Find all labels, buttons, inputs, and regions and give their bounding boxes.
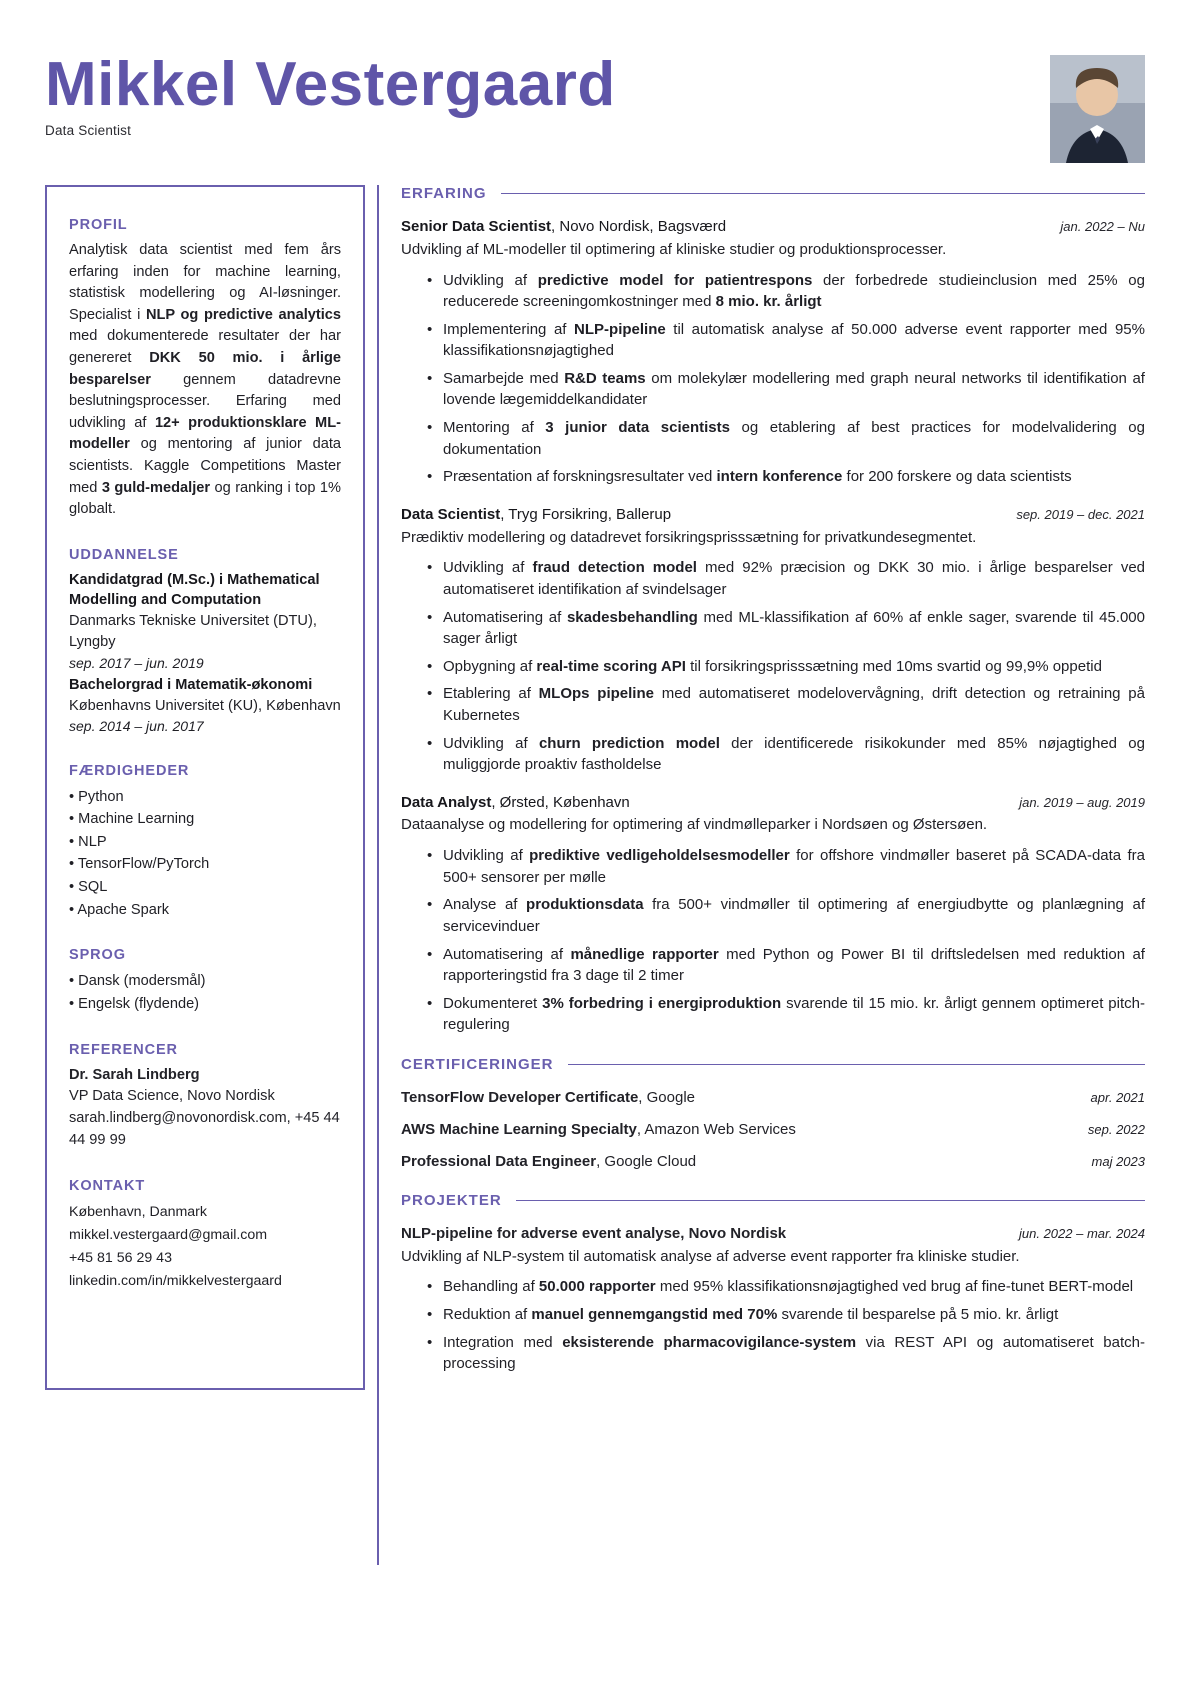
- sidebar-section-profile: [69, 217, 341, 521]
- certifications-heading-row: [401, 1056, 1145, 1073]
- job-bullet-list: [401, 557, 1145, 775]
- section-experience: [401, 185, 1145, 1036]
- experience-entry: [401, 504, 1145, 776]
- sidebar-heading-sprog: SPROG: [69, 947, 126, 964]
- certification-date: sep. 2022: [1087, 1121, 1145, 1137]
- sidebar-heading-kontakt: KONTAKT: [69, 1178, 146, 1195]
- job-title: Data Analyst, Ørsted, København: [401, 793, 630, 811]
- certification-name: TensorFlow Developer Certificate, Google: [401, 1088, 696, 1106]
- contact-line: linkedin.com/in/mikkelvestergaard: [69, 1273, 282, 1290]
- job-header: [401, 792, 1145, 814]
- sidebar-heading-profil: PROFIL: [69, 217, 128, 233]
- heading-projekter: PROJEKTER: [401, 1191, 502, 1209]
- list-item: • NLP: [69, 831, 341, 854]
- list-item: • Apache Spark: [69, 899, 341, 922]
- experience-heading-row: [401, 185, 1145, 202]
- project-description: Udvikling af NLP-system til automatisk analyse af adverse event rapporter fra kliniske studier.: [401, 1247, 1020, 1265]
- projects-heading-row: [401, 1192, 1145, 1209]
- job-date: jan. 2022 – Nu: [1060, 219, 1145, 234]
- project-header: [401, 1223, 1145, 1245]
- resume-header: [0, 0, 1190, 185]
- heading-rule: [516, 1200, 1145, 1202]
- certification-name: AWS Machine Learning Specialty, Amazon Web Services: [401, 1120, 796, 1138]
- job-bullet: • Udvikling af churn prediction model der identificerede risikokunder med 85% nøjagtighed og muliggjorde proaktiv fastholdelse: [427, 733, 1145, 776]
- education-school: Danmarks Tekniske Universitet (DTU), Lyngby: [69, 613, 317, 650]
- sidebar-heading-faerdigheder: FÆRDIGHEDER: [69, 762, 190, 779]
- certification-name: Professional Data Engineer, Google Cloud: [401, 1152, 697, 1170]
- job-title: Senior Data Scientist, Novo Nordisk, Bagsværd: [401, 218, 727, 235]
- education-degree: Kandidatgrad (M.Sc.) i Mathematical Modelling and Computation: [69, 571, 320, 609]
- education-entry: [69, 675, 341, 737]
- contact-line: København, Danmark: [69, 1204, 208, 1221]
- job-bullet-list: [401, 270, 1145, 488]
- job-bullet: • Udvikling af fraud detection model med 92% præcision og DKK 30 mio. i årlige besparelser ved automatiseret identifikation af svindelsager: [427, 557, 1145, 600]
- reference-role: VP Data Science, Novo Nordisk: [69, 1088, 275, 1105]
- list-item: • SQL: [69, 876, 341, 899]
- sidebar-section-languages: [69, 947, 341, 1015]
- sidebar: [45, 185, 365, 1390]
- job-bullet: • Automatisering af månedlige rapporter med Python og Power BI til driftsledelsen med reduktion af rapporteringstid fra 3 dage til 2 timer: [427, 944, 1145, 987]
- list-item: • TensorFlow/PyTorch: [69, 853, 341, 876]
- project-bullet: • Behandling af 50.000 rapporter med 95% klassifikationsnøjagtighed ved brug af fine-tunet BERT-model: [427, 1276, 1145, 1298]
- job-bullet: • Implementering af NLP-pipeline til automatisk analyse af 50.000 adverse event rapporter med 95% klassifikationsnøjagtighed: [427, 319, 1145, 362]
- education-entry: [69, 570, 341, 673]
- heading-rule: [501, 193, 1145, 195]
- job-bullet: • Præsentation af forskningsresultater ved intern konference for 200 forskere og data scientists: [427, 466, 1145, 488]
- job-bullet: • Udvikling af prediktive vedligeholdelsesmodeller for offshore vindmøller baseret på SCADA-data fra 500+ sensorer per mølle: [427, 845, 1145, 888]
- job-header: [401, 216, 1145, 238]
- project-entry: [401, 1223, 1145, 1375]
- languages-list: [69, 970, 341, 1015]
- job-bullet: • Opbygning af real-time scoring API til forsikringsprisssætning med 10ms svartid og 99,9% oppetid: [427, 656, 1145, 678]
- job-bullet: • Samarbejde med R&D teams om molekylær modellering med graph neural networks til identifikation af lovende lægemiddelkandidater: [427, 368, 1145, 411]
- reference-contact: sarah.lindberg@novonordisk.com, +45 44 44 99 99: [69, 1110, 340, 1149]
- job-description: Prædiktiv modellering og datadrevet forsikringsprisssætning for privatkundesegmentet.: [401, 528, 977, 546]
- contact-line: +45 81 56 29 43: [69, 1250, 172, 1267]
- education-list: [69, 570, 341, 737]
- certification-date: maj 2023: [1091, 1153, 1145, 1169]
- certification-entry: [401, 1151, 1145, 1172]
- section-projects: [401, 1192, 1145, 1375]
- project-title: NLP-pipeline for adverse event analyse, Novo Nordisk: [401, 1224, 787, 1242]
- sidebar-heading-uddannelse: UDDANNELSE: [69, 546, 179, 563]
- sidebar-section-education: [69, 547, 341, 737]
- project-bullet: • Reduktion af manuel gennemgangstid med 70% svarende til besparelse på 5 mio. kr. årligt: [427, 1304, 1145, 1326]
- sidebar-heading-referencer: REFERENCER: [69, 1041, 178, 1058]
- avatar: [1050, 55, 1145, 163]
- job-subtitle: Data Scientist: [45, 123, 132, 139]
- main-column: [377, 185, 1145, 1565]
- list-item: • Machine Learning: [69, 808, 341, 831]
- job-bullet: • Automatisering af skadesbehandling med ML-klassifikation af 60% af enkle sager, svarende til 45.000 sager årligt: [427, 607, 1145, 650]
- experience-entry: [401, 792, 1145, 1036]
- job-bullet: • Dokumenteret 3% forbedring i energiproduktion svarende til 15 mio. kr. årligt gennem optimeret pitch-regulering: [427, 993, 1145, 1036]
- page-title: Mikkel Vestergaard: [45, 50, 616, 119]
- resume-body: [0, 185, 1190, 1565]
- sidebar-section-contact: [69, 1178, 341, 1293]
- project-list: [401, 1223, 1145, 1375]
- education-date: sep. 2017 – jun. 2019: [69, 654, 204, 671]
- job-header: [401, 504, 1145, 526]
- job-title: Data Scientist, Tryg Forsikring, Ballerup: [401, 505, 672, 523]
- job-bullet-list: [401, 845, 1145, 1036]
- education-degree: Bachelorgrad i Matematik-økonomi: [69, 676, 313, 693]
- job-bullet: • Analyse af produktionsdata fra 500+ vindmøller til optimering af energiudbytte og planlægning af servicevinduer: [427, 894, 1145, 937]
- certification-entry: [401, 1119, 1145, 1140]
- contact-line: mikkel.vestergaard@gmail.com: [69, 1227, 268, 1244]
- section-certifications: [401, 1056, 1145, 1172]
- certification-list: [401, 1087, 1145, 1172]
- contact-list: [69, 1201, 341, 1293]
- experience-entry: [401, 216, 1145, 488]
- list-item: • Engelsk (flydende): [69, 993, 341, 1016]
- heading-erfaring: ERFARING: [401, 185, 487, 202]
- project-bullet: • Integration med eksisterende pharmacovigilance-system via REST API og automatiseret batch-processing: [427, 1332, 1145, 1375]
- job-description: Udvikling af ML-modeller til optimering af kliniske studier og produktionsprocesser.: [401, 240, 947, 258]
- certification-entry: [401, 1087, 1145, 1108]
- job-bullet: • Etablering af MLOps pipeline med automatiseret modelovervågning, drift detection og retraining på Kubernetes: [427, 683, 1145, 726]
- job-date: jan. 2019 – aug. 2019: [1019, 794, 1145, 810]
- profile-text: Analytisk data scientist med fem års erfaring inden for machine learning, statistisk modellering og AI-løsninger. Specialist i NLP og predictive analytics med dokumenterede resultater der har genereret DKK 50 mio. i årlige besparelser gennem datadrevne beslutningsprocesser. Erfaring med udvikling af 12+ produktionsklare ML-modeller og mentoring af junior data scientists. Kaggle Competitions Master med 3 guld-medaljer og ranking i top 1% globalt.: [69, 242, 342, 518]
- certification-date: apr. 2021: [1090, 1089, 1145, 1105]
- job-bullet: • Udvikling af predictive model for patientrespons der forbedrede studieinclusion med 25% og reducerede screeningomkostninger med 8 mio. kr. årligt: [427, 270, 1145, 313]
- sidebar-section-references: [69, 1042, 341, 1153]
- heading-rule: [568, 1064, 1145, 1066]
- job-bullet: • Mentoring af 3 junior data scientists og etablering af best practices for modelvalidering og dokumentation: [427, 417, 1145, 460]
- education-school: Københavns Universitet (KU), København: [69, 697, 341, 714]
- project-date: jun. 2022 – mar. 2024: [1019, 1225, 1145, 1241]
- heading-certificeringer: CERTIFICERINGER: [401, 1055, 554, 1073]
- skills-list: [69, 786, 341, 922]
- education-date: sep. 2014 – jun. 2017: [69, 718, 204, 735]
- portrait-photo-icon: [1050, 55, 1145, 163]
- job-description: Dataanalyse og modellering for optimering af vindmølleparker i Nordsøen og Østersøen.: [401, 816, 988, 834]
- sidebar-section-skills: [69, 763, 341, 922]
- project-bullet-list: [401, 1276, 1145, 1374]
- list-item: • Python: [69, 786, 341, 809]
- job-date: sep. 2019 – dec. 2021: [1016, 506, 1145, 522]
- experience-list: [401, 216, 1145, 1036]
- list-item: • Dansk (modersmål): [69, 970, 341, 993]
- reference-name: Dr. Sarah Lindberg: [69, 1066, 200, 1083]
